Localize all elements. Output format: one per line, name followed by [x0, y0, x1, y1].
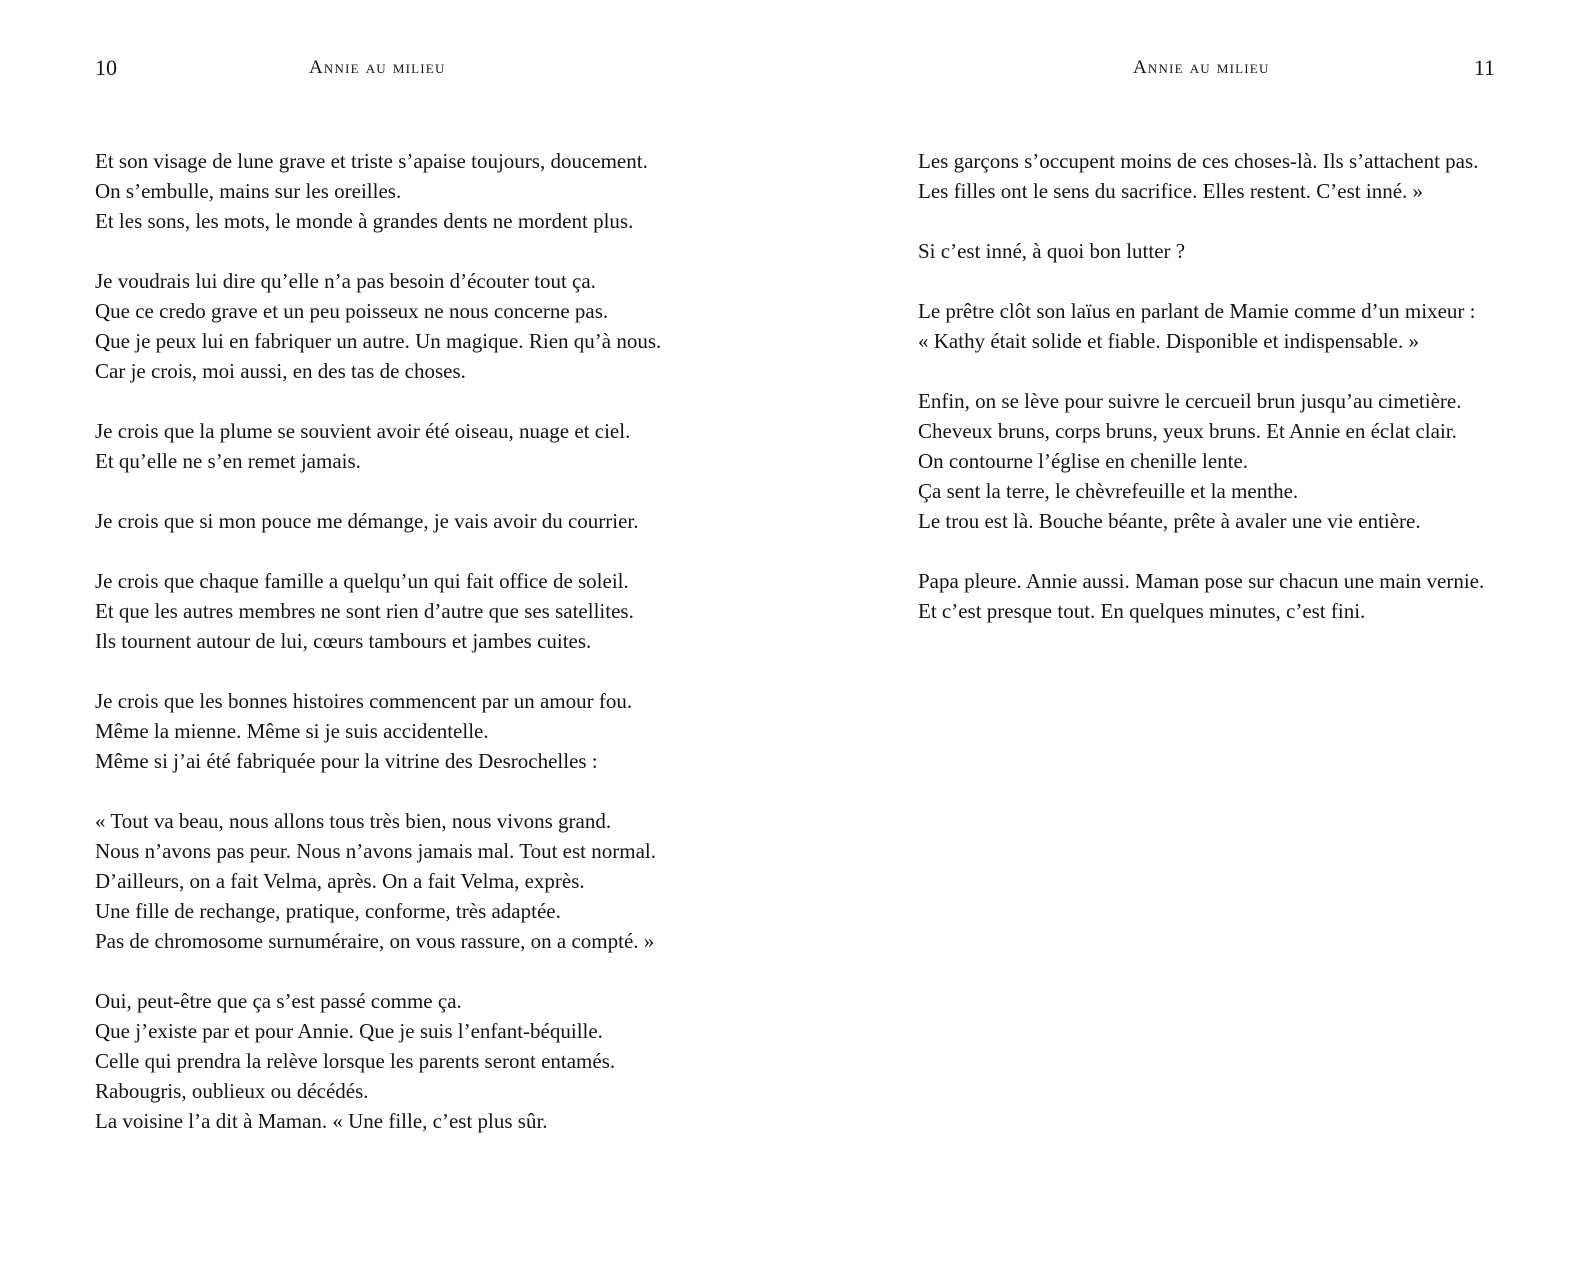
- text-line: On s’embulle, mains sur les oreilles.: [95, 179, 402, 203]
- text-line: La voisine l’a dit à Maman. « Une fille, c’est plus sûr.: [95, 1109, 548, 1133]
- text-line: Que j’existe par et pour Annie. Que je suis l’enfant-béquille.: [95, 1019, 603, 1043]
- text-line: Et que les autres membres ne sont rien d’autre que ses satellites.: [95, 599, 634, 623]
- text-block-left: [95, 146, 785, 1136]
- text-line: « Tout va beau, nous allons tous très bien, nous vivons grand.: [95, 809, 612, 833]
- text-line: Si c’est inné, à quoi bon lutter ?: [918, 239, 1186, 263]
- text-line: Enfin, on se lève pour suivre le cercueil brun jusqu’au cimetière.: [918, 389, 1462, 413]
- text-line: Ça sent la terre, le chèvrefeuille et la menthe.: [918, 479, 1299, 503]
- text-line: Je crois que les bonnes histoires commencent par un amour fou.: [95, 689, 633, 713]
- text-line: Car je crois, moi aussi, en des tas de choses.: [95, 359, 466, 383]
- stanza: [918, 386, 1538, 536]
- stanza: [95, 806, 785, 956]
- text-line: Et c’est presque tout. En quelques minutes, c’est fini.: [918, 599, 1366, 623]
- text-line: Même si j’ai été fabriquée pour la vitrine des Desrochelles :: [95, 749, 598, 773]
- page-number-left: 10: [95, 55, 117, 80]
- text-line: Je crois que la plume se souvient avoir été oiseau, nuage et ciel.: [95, 419, 631, 443]
- stanza: [95, 566, 785, 656]
- text-line: Même la mienne. Même si je suis accidentelle.: [95, 719, 489, 743]
- running-head-right: Annie au milieu: [1133, 57, 1270, 78]
- text-line: « Kathy était solide et fiable. Disponible et indispensable. »: [918, 329, 1419, 353]
- text-line: Que je peux lui en fabriquer un autre. Un magique. Rien qu’à nous.: [95, 329, 662, 353]
- text-line: Pas de chromosome surnuméraire, on vous rassure, on a compté. »: [95, 929, 655, 953]
- text-line: Les garçons s’occupent moins de ces choses-là. Ils s’attachent pas.: [918, 149, 1479, 173]
- text-line: Papa pleure. Annie aussi. Maman pose sur chacun une main vernie.: [918, 569, 1485, 593]
- text-line: D’ailleurs, on a fait Velma, après. On a fait Velma, exprès.: [95, 869, 585, 893]
- stanza: [918, 236, 1538, 266]
- stanza: [918, 296, 1538, 356]
- text-line: Cheveux bruns, corps bruns, yeux bruns. Et Annie en éclat clair.: [918, 419, 1457, 443]
- text-line: Et son visage de lune grave et triste s’apaise toujours, doucement.: [95, 149, 648, 173]
- text-line: Rabougris, oublieux ou décédés.: [95, 1079, 369, 1103]
- text-line: Celle qui prendra la relève lorsque les parents seront entamés.: [95, 1049, 616, 1073]
- stanza: [95, 686, 785, 776]
- text-line: Nous n’avons pas peur. Nous n’avons jamais mal. Tout est normal.: [95, 839, 656, 863]
- text-line: Une fille de rechange, pratique, conforme, très adaptée.: [95, 899, 561, 923]
- text-line: Je crois que chaque famille a quelqu’un qui fait office de soleil.: [95, 569, 629, 593]
- text-line: Et qu’elle ne s’en remet jamais.: [95, 449, 361, 473]
- text-line: Je crois que si mon pouce me démange, je vais avoir du courrier.: [95, 509, 639, 533]
- right-page: [797, 0, 1594, 1270]
- text-line: Et les sons, les mots, le monde à grandes dents ne mordent plus.: [95, 209, 634, 233]
- stanza: [95, 986, 785, 1136]
- stanza: [95, 266, 785, 386]
- text-line: Oui, peut-être que ça s’est passé comme ça.: [95, 989, 462, 1013]
- text-line: Que ce credo grave et un peu poisseux ne nous concerne pas.: [95, 299, 609, 323]
- text-line: Ils tournent autour de lui, cœurs tambours et jambes cuites.: [95, 629, 592, 653]
- text-line: Je voudrais lui dire qu’elle n’a pas besoin d’écouter tout ça.: [95, 269, 596, 293]
- text-line: On contourne l’église en chenille lente.: [918, 449, 1249, 473]
- text-line: Le prêtre clôt son laïus en parlant de Mamie comme d’un mixeur :: [918, 299, 1476, 323]
- stanza: [918, 566, 1538, 626]
- text-block-right: [918, 146, 1538, 626]
- running-head-left: Annie au milieu: [309, 57, 446, 78]
- page-number-right: 11: [1473, 55, 1495, 80]
- text-line: Le trou est là. Bouche béante, prête à avaler une vie entière.: [918, 509, 1421, 533]
- stanza: [95, 146, 785, 236]
- stanza: [918, 146, 1538, 206]
- stanza: [95, 416, 785, 476]
- text-line: Les filles ont le sens du sacrifice. Elles restent. C’est inné. »: [918, 179, 1424, 203]
- stanza: [95, 506, 785, 536]
